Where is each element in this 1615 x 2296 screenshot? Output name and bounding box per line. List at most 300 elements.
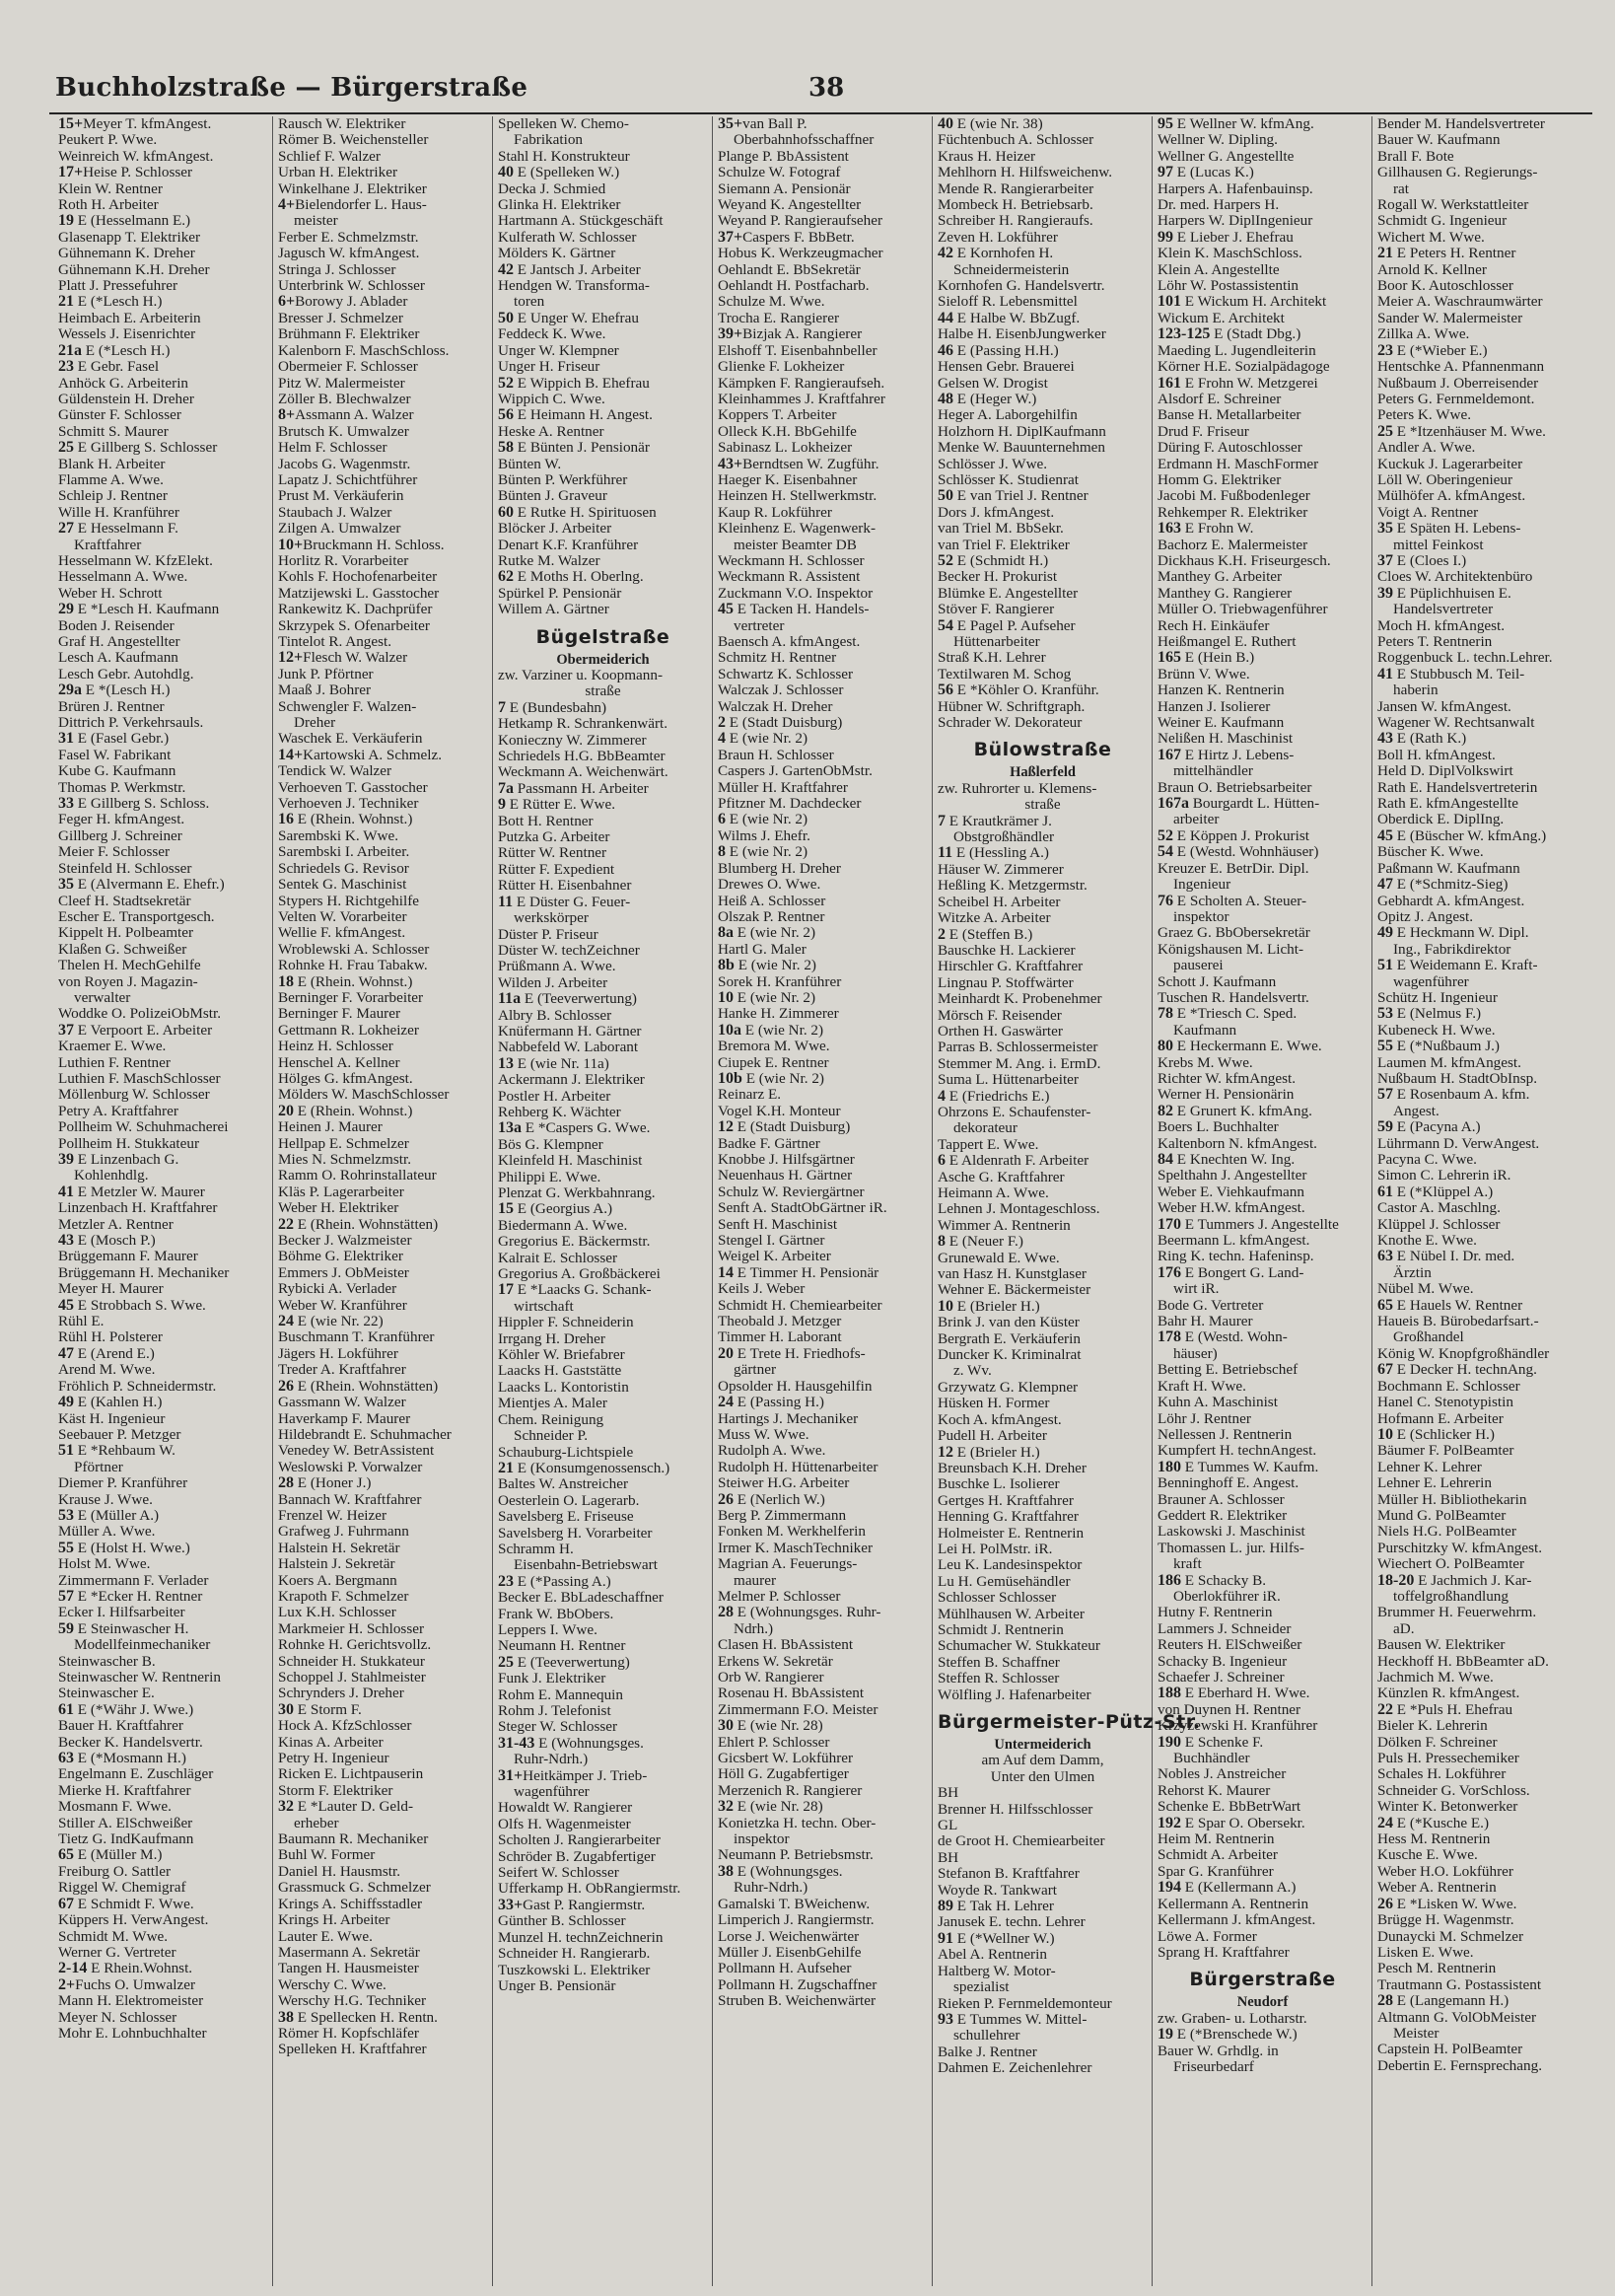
house-number: 59 (58, 1619, 74, 1637)
resident-entry: Zuckmann V.O. Inspektor (718, 584, 874, 602)
house-entry: 24 E (*Kusche E.) (1377, 1814, 1489, 1831)
house-number: 26 (278, 1377, 294, 1395)
house-number: 35 (58, 876, 74, 894)
resident-entry: Wellner W. Dipling. (1158, 131, 1278, 149)
resident-entry: Mosmann F. Wwe. (58, 1798, 172, 1816)
resident-entry: Schriedels G. Revisor (278, 859, 409, 877)
resident-entry: Gühnemann K.H. Dreher (58, 260, 210, 278)
resident-entry: Chem. Reinigung (498, 1410, 604, 1428)
resident-entry: Hensen Gebr. Brauerei (938, 358, 1075, 376)
resident-entry: Puls H. Pressechemiker (1377, 1750, 1519, 1767)
house-entry: 161 E Frohn W. Metzgerei (1158, 374, 1318, 392)
entry-continuation: toffelgroßhandlung (1393, 1587, 1509, 1605)
resident-entry: Holst M. Wwe. (58, 1555, 151, 1573)
resident-entry: Stypers H. Richtgehilfe (278, 892, 419, 909)
resident-entry: Bergrath E. Verkäuferin (938, 1329, 1081, 1347)
resident-entry: Nußbaum J. Oberreisender (1377, 374, 1539, 392)
resident-entry: Peters K. Wwe. (1377, 406, 1472, 424)
street-heading: Bügelstraße (535, 625, 670, 648)
resident-entry: Düster P. Friseur (498, 925, 598, 943)
house-entry: 176 E Bongert G. Land- (1158, 1263, 1304, 1281)
resident-entry: Niels H.G. PolBeamter (1377, 1523, 1516, 1541)
house-number: 61 (58, 1700, 74, 1718)
house-entry: 49 E Heckmann W. Dipl. (1377, 924, 1529, 942)
resident-entry: Günther B. Schlosser (498, 1912, 626, 1930)
house-entry: 21 E (Konsumgenossensch.) (498, 1459, 670, 1476)
house-entry: 39 E Püplichhuisen E. (1377, 584, 1511, 602)
house-entry: 45 E Strobbach S. Wwe. (58, 1296, 206, 1314)
house-entry: 91 E (*Wellner W.) (938, 1929, 1055, 1947)
house-entry: 4+Bielendorfer L. Haus- (278, 196, 427, 214)
resident-entry: Brummer H. Feuerwehrm. (1377, 1604, 1537, 1621)
house-entry: 50 E van Triel J. Rentner (938, 487, 1088, 505)
column-3 (493, 116, 713, 2286)
resident-entry: Laacks H. Gaststätte (498, 1362, 622, 1380)
resident-entry: Weyand K. Angestellter (718, 196, 862, 214)
resident-entry: Horlitz R. Vorarbeiter (278, 551, 409, 569)
house-number: 37 (1377, 551, 1393, 569)
resident-entry: Pfitzner M. Dachdecker (718, 795, 862, 813)
house-entry: 45 E (Büscher W. kfmAng.) (1377, 826, 1547, 844)
resident-entry: Kuckuk J. Lagerarbeiter (1377, 455, 1523, 472)
resident-entry: Rath E. Handelsvertreterin (1377, 778, 1538, 796)
resident-entry: Kraft H. Wwe. (1158, 1377, 1246, 1395)
resident-entry: Bös G. Klempner (498, 1135, 603, 1153)
resident-entry: Zilgen A. Umwalzer (278, 520, 401, 538)
resident-entry: Baensch A. kfmAngest. (718, 633, 861, 650)
resident-entry: Arend M. Wwe. (58, 1361, 156, 1379)
resident-entry: Thelen H. MechGehilfe (58, 957, 201, 974)
resident-entry: Gertges H. Kraftfahrer (938, 1491, 1074, 1509)
entry-continuation: wagenführer (514, 1783, 590, 1801)
resident-entry: Biedermann A. Wwe. (498, 1216, 628, 1234)
house-entry: 55 E (Holst H. Wwe.) (58, 1539, 190, 1556)
house-number: 194 (1158, 1879, 1181, 1897)
entry-continuation: Hüttenarbeiter (953, 633, 1040, 650)
resident-entry: Bott H. Rentner (498, 812, 594, 829)
house-entry: 31+Heitkämper J. Trieb- (498, 1766, 648, 1784)
resident-entry: Ricken E. Lichtpauserin (278, 1765, 424, 1783)
house-number: 19 (58, 212, 74, 230)
resident-entry: Nelißen H. Maschinist (1158, 730, 1294, 748)
resident-entry: Altmann G. VolObMeister (1377, 2008, 1537, 2026)
resident-entry: Höll G. Zugabfertiger (718, 1765, 849, 1783)
house-number: 46 (938, 341, 953, 359)
resident-entry: Muss W. Wwe. (718, 1425, 809, 1443)
resident-entry: Koppers T. Arbeiter (718, 406, 837, 424)
resident-entry: Roggenbuck L. techn.Lehrer. (1377, 649, 1553, 667)
resident-entry: Brüggemann H. Mechaniker (58, 1263, 230, 1281)
resident-entry: Schramm H. (498, 1540, 574, 1557)
resident-entry: Rohnke H. Frau Tabakw. (278, 957, 428, 974)
house-number: 15+ (58, 115, 84, 132)
entry-continuation: Dreher (294, 714, 336, 732)
resident-entry: Daniel H. Hausmstr. (278, 1862, 401, 1880)
resident-entry: Fröhlich P. Schneidermstr. (58, 1377, 217, 1395)
house-number: 4+ (278, 196, 296, 214)
resident-entry: Grassmuck G. Schmelzer (278, 1879, 431, 1897)
house-number: 84 (1158, 1151, 1173, 1168)
resident-entry: Elshoff T. Eisenbahnbeller (718, 341, 878, 359)
house-entry: 22 E (Rhein. Wohnstätten) (278, 1215, 439, 1233)
house-number: 10 (1377, 1425, 1393, 1443)
resident-entry: Brüggemann F. Maurer (58, 1248, 198, 1265)
entry-continuation: inspektor (734, 1830, 790, 1848)
resident-entry: Neumann P. Betriebsmstr. (718, 1846, 874, 1864)
resident-entry: Becker J. Walzmeister (278, 1232, 412, 1250)
house-entry: 42 E Kornhofen H. (938, 245, 1054, 262)
resident-entry: Krause J. Wwe. (58, 1490, 153, 1508)
house-entry: 14+Kartowski A. Schmelz. (278, 746, 443, 763)
resident-entry: Hetkamp R. Schrankenwärt. (498, 715, 668, 733)
resident-entry: Mölders W. MaschSchlosser (278, 1086, 450, 1104)
resident-entry: Scholten J. Rangierarbeiter (498, 1831, 661, 1849)
resident-entry: Käst H. Ingenieur (58, 1409, 166, 1427)
resident-entry: Hock A. KfzSchlosser (278, 1717, 412, 1735)
house-number: 54 (938, 616, 953, 634)
resident-entry: Sarembski K. Wwe. (278, 826, 399, 844)
entry-continuation: Ingenieur (1173, 876, 1231, 894)
house-number: 33 (58, 795, 74, 813)
house-entry: 19 E (*Brenschede W.) (1158, 2026, 1298, 2044)
resident-entry: Clasen H. BbAssistent (718, 1636, 854, 1654)
resident-entry: Paßmann W. Kaufmann (1377, 859, 1520, 877)
resident-entry: Manthey G. Arbeiter (1158, 568, 1283, 586)
resident-entry: Schott J. Kaufmann (1158, 972, 1277, 990)
house-number: 50 (938, 487, 953, 505)
house-entry: 61 E (*Währ J. Wwe.) (58, 1700, 194, 1718)
entry-continuation: z. Wv. (953, 1362, 992, 1380)
resident-entry: Gicsbert W. Lokführer (718, 1750, 854, 1767)
resident-entry: Knobbe J. Hilfsgärtner (718, 1151, 855, 1168)
resident-entry: Heckhoff H. BbBeamter aD. (1377, 1652, 1549, 1670)
resident-entry: Helm F. Schlosser (278, 439, 387, 457)
house-number: 22 (1377, 1700, 1393, 1718)
entry-continuation: erheber (294, 1814, 339, 1831)
house-number: 53 (1377, 1005, 1393, 1023)
resident-entry: Halbe H. EisenbJungwerker (938, 325, 1106, 343)
column-1 (53, 116, 273, 2286)
resident-entry: Freiburg O. Sattler (58, 1862, 172, 1880)
house-number: 54 (1158, 843, 1173, 861)
resident-entry: Senft A. StadtObGärtner iR. (718, 1199, 887, 1217)
resident-entry: Rühl H. Polsterer (58, 1328, 163, 1346)
resident-entry: Koers A. Bergmann (278, 1571, 397, 1589)
resident-entry: Irrgang H. Dreher (498, 1329, 605, 1347)
resident-entry: Luthien F. MaschSchlosser (58, 1069, 221, 1087)
house-entry: 53 E (Nelmus F.) (1377, 1005, 1482, 1023)
resident-entry: Sarembski I. Arbeiter. (278, 843, 410, 861)
street-range: am Auf dem Damm, (981, 1752, 1104, 1769)
resident-entry: Wilden J. Arbeiter (498, 973, 608, 991)
resident-entry: Schmitt S. Maurer (58, 422, 169, 440)
house-number: 17+ (58, 164, 84, 181)
resident-entry: Platt J. Pressefuhrer (58, 277, 178, 295)
house-entry: 76 E Scholten A. Steuer- (1158, 892, 1307, 909)
resident-entry: Kleinhammes J. Kraftfahrer (718, 390, 885, 407)
resident-entry: Moch H. kfmAngest. (1377, 616, 1506, 634)
house-entry: 99 E Lieber J. Ehefrau (1158, 228, 1294, 246)
house-number: 45 (58, 1296, 74, 1314)
resident-entry: Schmidt A. Arbeiter (1158, 1846, 1278, 1864)
resident-entry: Olszak P. Rentner (718, 907, 825, 925)
resident-entry: Rütter F. Expedient (498, 860, 615, 878)
resident-entry: Flamme A. Wwe. (58, 470, 164, 488)
directory-columns (53, 116, 1593, 2286)
house-number: 95 (1158, 115, 1173, 132)
resident-entry: Siemann A. Pensionär (718, 179, 851, 197)
resident-entry: Oberdick E. DiplIng. (1377, 811, 1505, 828)
house-number: 12+ (278, 649, 304, 667)
house-entry: 30 E Storm F. (278, 1700, 362, 1718)
house-number: 24 (278, 1313, 294, 1330)
resident-entry: Steinfeld H. Schlosser (58, 859, 192, 877)
house-entry: 40 E (wie Nr. 38) (938, 115, 1043, 132)
resident-entry: Drud F. Friseur (1158, 422, 1249, 440)
resident-entry: Zöller B. Blechwalzer (278, 390, 411, 407)
resident-entry: Spelleken W. Chemo- (498, 115, 629, 132)
resident-entry: Reinarz E. (718, 1086, 782, 1104)
resident-entry: Weinreich W. kfmAngest. (58, 147, 214, 165)
entry-continuation: mittel Feinkost (1393, 536, 1484, 553)
house-number: 8 (718, 843, 726, 861)
resident-entry: Verhoeven T. Gasstocher (278, 778, 428, 796)
resident-entry: Orb W. Rangierer (718, 1669, 824, 1686)
page-number: 38 (808, 73, 845, 103)
resident-entry: Bieler K. Lehrerin (1377, 1717, 1488, 1735)
house-entry: 29 E *Lesch H. Kaufmann (58, 601, 220, 618)
house-entry: 25 E Gillberg S. Schlosser (58, 439, 218, 457)
resident-entry: Günster F. Schlosser (58, 406, 181, 424)
resident-entry: Rohnke H. Gerichtsvollz. (278, 1636, 432, 1654)
house-entry: 163 E Frohn W. (1158, 520, 1254, 538)
house-number: 23 (1377, 341, 1393, 359)
house-number: 30 (718, 1717, 734, 1735)
resident-entry: Unger H. Friseur (498, 358, 600, 376)
resident-entry: Stöver F. Rangierer (938, 601, 1055, 618)
resident-entry: Schrader W. Dekorateur (938, 714, 1083, 732)
house-number: 33+ (498, 1896, 524, 1913)
house-number: 45 (718, 601, 734, 618)
resident-entry: Holzhorn H. DiplKaufmann (938, 422, 1106, 440)
resident-entry: Braun O. Betriebsarbeiter (1158, 778, 1312, 796)
entry-continuation: Schneidermeisterin (953, 260, 1070, 278)
house-number: 170 (1158, 1215, 1181, 1233)
resident-entry: Ferber E. Schmelzmstr. (278, 228, 419, 246)
resident-entry: Müller H. Bibliothekarin (1377, 1490, 1527, 1508)
resident-entry: Schröder B. Zugabfertiger (498, 1847, 656, 1865)
house-entry: 35+van Ball P. (718, 115, 808, 132)
resident-entry: Peukert P. Wwe. (58, 131, 158, 149)
house-entry: 15 E (Georgius A.) (498, 1200, 613, 1218)
house-entry: 4 E (wie Nr. 2) (718, 730, 808, 748)
house-entry: 84 E Knechten W. Ing. (1158, 1151, 1296, 1168)
resident-entry: Andler A. Wwe. (1377, 439, 1476, 457)
resident-entry: Schlief F. Walzer (278, 147, 381, 165)
entry-continuation: Ärztin (1393, 1263, 1432, 1281)
resident-entry: Lorse J. Weichenwärter (718, 1927, 860, 1945)
house-entry: 31 E (Fasel Gebr.) (58, 730, 170, 748)
resident-entry: Boers L. Buchhalter (1158, 1118, 1279, 1136)
house-number: 4 (718, 730, 726, 748)
resident-entry: Storm F. Elektriker (278, 1781, 393, 1799)
resident-entry: Straß K.H. Lehrer (938, 649, 1046, 667)
resident-entry: Halstein H. Sekretär (278, 1539, 400, 1556)
resident-entry: Lehner E. Lehrerin (1377, 1474, 1492, 1492)
house-entry: 53 E (Müller A.) (58, 1506, 160, 1524)
resident-entry: Albry B. Schlosser (498, 1006, 612, 1024)
entry-continuation: Kohlenhdlg. (74, 1167, 149, 1184)
house-number: 192 (1158, 1814, 1181, 1831)
house-entry: 32 E (wie Nr. 28) (718, 1798, 823, 1816)
resident-entry: Löwe A. Former (1158, 1927, 1257, 1945)
resident-entry: Klüppel J. Schlosser (1377, 1215, 1501, 1233)
house-entry: 10 E (wie Nr. 2) (718, 988, 816, 1006)
resident-entry: von Royen J. Magazin- (58, 972, 198, 990)
house-number: 37+ (718, 228, 743, 246)
house-number: 57 (58, 1587, 74, 1605)
resident-entry: Steger W. Schlosser (498, 1718, 618, 1736)
resident-entry: Nabbefeld W. Laborant (498, 1039, 639, 1056)
house-number: 24 (1377, 1814, 1393, 1831)
house-number: 40 (498, 164, 514, 181)
house-number: 6+ (278, 293, 296, 311)
resident-entry: Kulferath W. Schlosser (498, 228, 637, 246)
house-number: 24 (718, 1394, 734, 1411)
house-number: 8+ (278, 406, 296, 424)
house-entry: 28 E (Langemann H.) (1377, 1992, 1510, 2010)
resident-entry: Roth H. Arbeiter (58, 196, 159, 214)
house-number: 67 (58, 1895, 74, 1912)
resident-entry: Postler H. Arbeiter (498, 1087, 611, 1105)
column-7 (1372, 116, 1592, 2286)
resident-entry: Wölfling J. Hafenarbeiter (938, 1686, 1091, 1703)
resident-entry: Homm G. Elektriker (1158, 470, 1282, 488)
resident-entry: Bauer H. Kraftfahrer (58, 1717, 183, 1735)
resident-entry: Bahr H. Maurer (1158, 1313, 1253, 1330)
house-number: 21 (1377, 245, 1393, 262)
house-entry: 67 E Decker H. technAng. (1377, 1361, 1537, 1379)
resident-entry: Schneider G. VorSchloss. (1377, 1781, 1530, 1799)
resident-entry: Bachorz E. Malermeister (1158, 536, 1308, 553)
resident-entry: Riggel W. Chemigraf (58, 1879, 186, 1897)
resident-entry: Kleinhenz E. Wagenwerk- (718, 520, 877, 538)
resident-entry: Unterbrink W. Schlosser (278, 277, 425, 295)
house-entry: 52 E (Schmidt H.) (938, 551, 1049, 569)
resident-entry: Gillberg J. Schreiner (58, 826, 182, 844)
house-number: 165 (1158, 649, 1181, 667)
resident-entry: Brenner H. Hilfsschlosser (938, 1800, 1093, 1818)
house-entry: 67 E Schmidt F. Wwe. (58, 1895, 194, 1912)
house-entry: 47 E (Arend E.) (58, 1344, 155, 1362)
resident-entry: Munzel H. technZeichnerin (498, 1928, 664, 1946)
resident-entry: Tietz G. IndKaufmann (58, 1830, 194, 1848)
house-number: 167a (1158, 795, 1189, 813)
resident-entry: Sprang H. Kraftfahrer (1158, 1943, 1290, 1961)
house-number: 51 (1377, 957, 1393, 974)
resident-entry: Maaß J. Bohrer (278, 682, 372, 699)
resident-entry: Sieloff R. Lebensmittel (938, 293, 1078, 311)
resident-entry: Suma L. Hüttenarbeiter (938, 1071, 1079, 1089)
house-entry: 12 E (Brieler H.) (938, 1443, 1040, 1461)
resident-entry: Meinhardt K. Probenehmer (938, 990, 1102, 1008)
resident-entry: Henschel A. Kellner (278, 1053, 400, 1071)
resident-entry: Müller H. Kraftfahrer (718, 778, 848, 796)
resident-entry: Brutsch K. Umwalzer (278, 422, 409, 440)
house-entry: 78 E *Triesch C. Sped. (1158, 1005, 1298, 1023)
resident-entry: Kleinfeld H. Maschinist (498, 1152, 643, 1170)
resident-entry: Woddke O. PolizeiObMstr. (58, 1005, 221, 1023)
resident-entry: Steinwascher E. (58, 1685, 155, 1702)
house-entry: 33+Gast P. Rangiermstr. (498, 1896, 646, 1913)
house-number: 123-125 (1158, 325, 1211, 343)
house-number: 31 (58, 730, 74, 748)
resident-entry: Häuser W. Zimmerer (938, 860, 1064, 878)
house-entry: 15+Meyer T. kfmAngest. (58, 115, 212, 132)
resident-entry: Nübel M. Wwe. (1377, 1280, 1474, 1298)
resident-entry: Olleck K.H. BbGehilfe (718, 422, 857, 440)
house-number: 21 (58, 293, 74, 311)
resident-entry: Kube G. Kaufmann (58, 762, 176, 780)
resident-entry: Unger B. Pensionär (498, 1976, 616, 1994)
resident-entry: Schulz W. Reviergärtner (718, 1183, 865, 1200)
resident-entry: Konieczny W. Zimmerer (498, 731, 647, 749)
resident-entry: Gelsen W. Drogist (938, 374, 1048, 392)
resident-entry: Krebs M. Wwe. (1158, 1053, 1253, 1071)
resident-entry: Werschy H.G. Techniker (278, 1992, 427, 2010)
house-entry: 37+Caspers F. BbBetr. (718, 228, 855, 246)
resident-entry: Winter K. Betonwerker (1377, 1798, 1518, 1816)
house-number: 35+ (718, 115, 743, 132)
resident-entry: Castor A. Maschlng. (1377, 1199, 1501, 1217)
resident-entry: Halstein J. Sekretär (278, 1555, 395, 1573)
resident-entry: Magrian A. Feuerungs- (718, 1555, 858, 1573)
resident-entry: Opitz J. Angest. (1377, 907, 1474, 925)
resident-entry: Kraus H. Heizer (938, 147, 1036, 165)
entry-continuation: verwalter (74, 988, 131, 1006)
house-entry: 25 E *Itzenhäuser M. Wwe. (1377, 422, 1546, 440)
resident-entry: Graf H. Angestellter (58, 633, 180, 650)
house-entry: 58 E Bünten J. Pensionär (498, 439, 650, 457)
resident-entry: Asche G. Kraftfahrer (938, 1168, 1065, 1185)
resident-entry: Hobus K. Werkzeugmacher (718, 245, 883, 262)
resident-entry: Rutke M. Walzer (498, 551, 600, 569)
house-number: 7a (498, 779, 514, 797)
house-number: 56 (938, 682, 953, 699)
resident-entry: Nußbaum H. StadtObInsp. (1377, 1069, 1537, 1087)
resident-entry: Geddert R. Elektriker (1158, 1506, 1288, 1524)
resident-entry: Spar G. Kranführer (1158, 1862, 1274, 1880)
house-number: 38 (718, 1862, 734, 1880)
house-entry: 170 E Tummers J. Angestellte (1158, 1215, 1339, 1233)
house-entry: 45 E Tacken H. Handels- (718, 601, 870, 618)
house-entry: 80 E Heckermann E. Wwe. (1158, 1038, 1322, 1055)
resident-entry: zw. Varziner u. Koopmann- (498, 667, 664, 683)
resident-entry: Meier F. Schlosser (58, 843, 171, 861)
resident-entry: Brink J. van den Küster (938, 1314, 1080, 1331)
entry-continuation: vertreter (734, 616, 785, 634)
resident-entry: Walczak J. Schlosser (718, 682, 844, 699)
entry-continuation: meister (294, 212, 338, 230)
resident-entry: Sander W. Malermeister (1377, 309, 1523, 326)
resident-entry: Decka J. Schmied (498, 179, 606, 197)
resident-entry: Stengel I. Gärtner (718, 1232, 825, 1250)
house-entry: 2-14 E Rhein.Wohnst. (58, 1960, 193, 1977)
house-number: 35 (1377, 520, 1393, 538)
resident-entry: Markmeier H. Schlosser (278, 1619, 425, 1637)
house-number: 178 (1158, 1328, 1181, 1346)
resident-entry: Grzywatz G. Klempner (938, 1378, 1079, 1396)
